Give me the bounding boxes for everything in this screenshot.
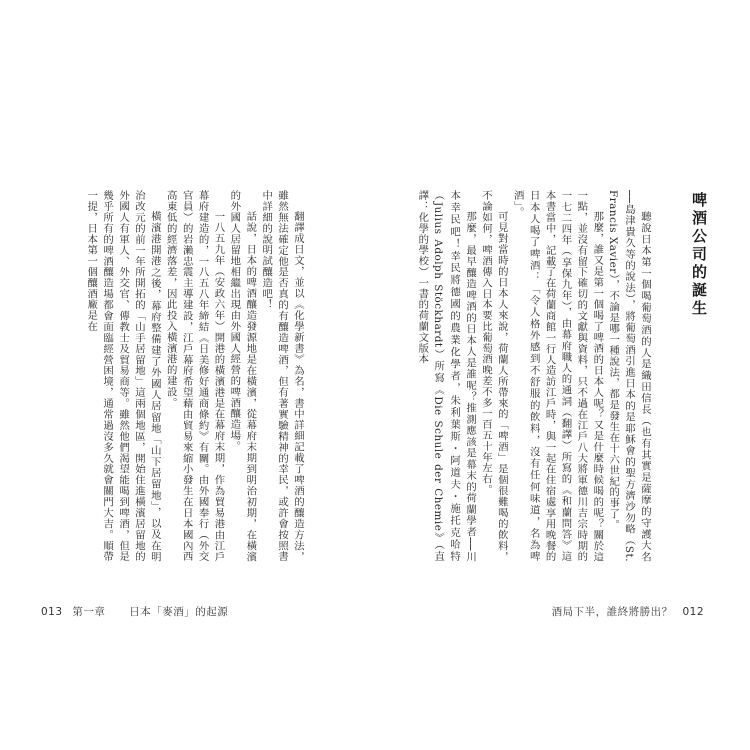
right-body-text xyxy=(416,190,652,562)
body-paragraph: 話說，日本的啤酒釀造發源地是在橫濱，從幕府末期到明治初期，在橫濱的外國人居留地相繼出現由外國人經營的啤酒釀造場。 xyxy=(228,190,257,562)
chapter-title: 日本「麥酒」的起源 xyxy=(129,606,229,618)
right-page-footer xyxy=(552,604,710,619)
body-paragraph: 可見對當時的日本人來說，荷蘭人所帶來的「啤酒」是個很難喝的飲料，不論如何，啤酒傳入日本要比葡萄酒晚差不多一百五十年左右。 xyxy=(479,190,508,562)
chapter-label: 第一章 xyxy=(72,606,106,618)
body-paragraph: 一八五九年（安政六年）開港的橫濱港是在幕府末期，作為貿易港由江戶幕府建造的，一八五八年締結《日美修好通商條約》有關。由外國奉行（外交官員）的岩瀨忠震主導建設，江戶幕府希望藉由貿易來縮小發生在日本國內西高東低的經濟落差，因此投入橫濱港的建設。 xyxy=(164,190,225,562)
page-number: 012 xyxy=(682,606,704,618)
body-paragraph: 那麼，最早釀造啤酒的日本人是誰呢？推測應該是幕末的荷蘭學者──川本幸民吧！幸民將德國的農業化學者，朱利葉斯・阿道夫・施托克哈特（Julius Adolph Stöckhardt）所寫《Die Schule der Chemie》（直譯：化學的學校）一書的荷蘭文版本 xyxy=(416,190,477,562)
body-paragraph: 橫濱港開港之後，幕府整備建了外國人居留地「山下居留地」，以及在明治改元的前一年所開拓的「山手居留地」這兩個地區，開始住進橫濱居留地的外國人有軍人、外交官、傳教士及貿易商等。雖然他們渴望能喝到啤酒，但是幾乎所有的啤酒釀造場都會面臨經營困境，通常過沒多久就會關門大吉。順帶一提，日本第一個釀酒廠是在 xyxy=(85,190,161,562)
body-paragraph: 翻譯成日文，並以《化學新書》為名，書中詳細記載了啤酒的釀造方法，雖然無法確定他是否真的有釀造啤酒，但有著實驗精神的幸民，或許會按照書中詳細的說明試釀造吧！ xyxy=(260,190,304,562)
left-body-text xyxy=(67,190,305,562)
page-number: 013 xyxy=(41,606,63,618)
body-paragraph: 聽說日本第一個喝葡萄酒的人是織田信長（也有其實是薩摩的守護大名──島津貴久等的說法），將葡萄酒引進日本的是耶穌會的聖方濟沙勿略（St. Francis Xavier），不論是哪一種說法，都是發生在十六世紀的事了。 xyxy=(607,190,651,562)
right-page xyxy=(375,0,750,750)
section-heading: 啤酒公司的誕生 xyxy=(690,192,708,318)
book-title: 酒局下半，誰終將勝出？ xyxy=(551,606,673,618)
left-page-footer xyxy=(41,604,228,619)
body-paragraph: 那麼，誰又是第一個喝了啤酒的日本人呢？又是什麼時候喝的呢？關於這一點，並沒有留下確切的文獻與資料，只不過在江戶八大將軍德川吉宗時期的一七二四年（享保九年），由幕府職人的通詞（翻譯）所寫的《和蘭問答》這本書當中，記載了在荷蘭商館一行人造訪江戶時，與一起在住宿處享用晚餐的日本人喝了啤酒：「令人格外感到不舒服的飲料，沒有任何味道，名為啤酒」。 xyxy=(511,190,604,562)
